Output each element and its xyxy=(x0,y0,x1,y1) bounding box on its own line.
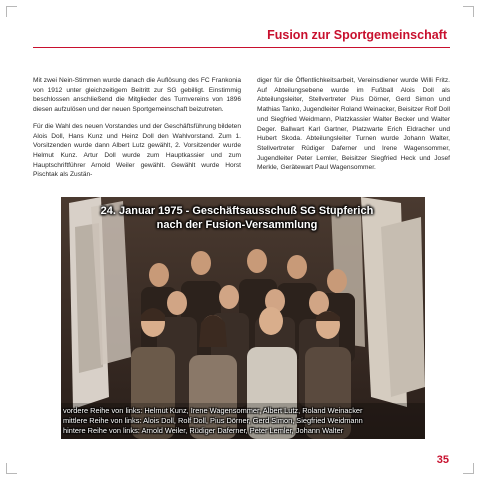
paragraph: diger für die Öffentlichkeitsarbeit, Vereinsdiener wurde Willi Fritz. Auf Abteilungsebene wurde im Fußball Alois Doll als Abteilungsleiter, Stellvertreter Pius Dörner, Gerd Simon und Mathias Tanko, Jugendleiter Roland Weinacker, Beisitzer Rolf Doll und Siegfried Weidmann, Platzkassier Walter Becker und Walter Deger. Ballwart Karl Gartner, Platzwarte Erich Eldracher und Hubert Skoda. Abteilungsleiter Turnen wurde Johann Walter, Stellvertreter Rüdiger Daferner und Irene Wagensommer, Jugendleiter Peter Lemler, Beisitzer Siegfried Heck und Josef Merkle, Gerätewart Paul Wagensommer. xyxy=(257,77,450,172)
photo-caption-back-row: hintere Reihe von links: Arnold Weiler, Rüdiger Daferner, Peter Lemler, Johann Walter xyxy=(63,426,344,435)
paragraph: Mit zwei Nein-Stimmen wurde danach die Auflösung des FC Frankonia von 1912 unter gleichzeitigem Beitritt zur SG gebilligt. Einstimmig beschlossen anschließend die Mitglieder des Turnvereins von 1896 diesen aufzulösen und der neuen Sportgemeinschaft beizutreten. xyxy=(33,77,241,114)
text-column-left xyxy=(33,76,241,187)
photo-title-line-1: 24. Januar 1975 - Geschäftsausschuß SG Stupferich xyxy=(100,205,374,217)
photo-title-line-2: nach der Fusion-Versammlung xyxy=(156,219,318,231)
header-divider xyxy=(33,47,450,48)
group-photo xyxy=(61,197,425,439)
text-column-right xyxy=(257,76,450,180)
crop-mark-top-right xyxy=(463,6,474,17)
page-header-title: Fusion zur Sportgemeinschaft xyxy=(267,28,447,42)
photo-caption-middle-row: mittlere Reihe von links: Alois Doll, Rolf Doll, Pius Dörner, Gerd Simon, Siegfried Weidmann xyxy=(63,416,363,425)
crop-mark-bottom-left xyxy=(6,463,17,474)
page-number: 35 xyxy=(436,454,449,466)
photo-illustration xyxy=(61,197,425,439)
crop-mark-bottom-right xyxy=(463,463,474,474)
paragraph: Für die Wahl des neuen Vorstandes und der Geschäftsführung bildeten Alois Doll, Hans Kunz und Heinz Doll den Wahlvorstand. Zum 1. Vorsitzenden wurde dann Albert Lutz gewählt, 2. Vorsitzender wurde Helmut Kunz. Artur Doll wurde zum Hauptkassier und zum Hauptschriftführer Arnold Weiler gewählt. Gewählt wurde Horst Pischtak als Zustän- xyxy=(33,122,241,179)
crop-mark-top-left xyxy=(6,6,17,17)
photo-caption-front-row: vordere Reihe von links: Helmut Kunz, Irene Wagensommer, Albert Lutz, Roland Weinacker xyxy=(63,406,363,415)
